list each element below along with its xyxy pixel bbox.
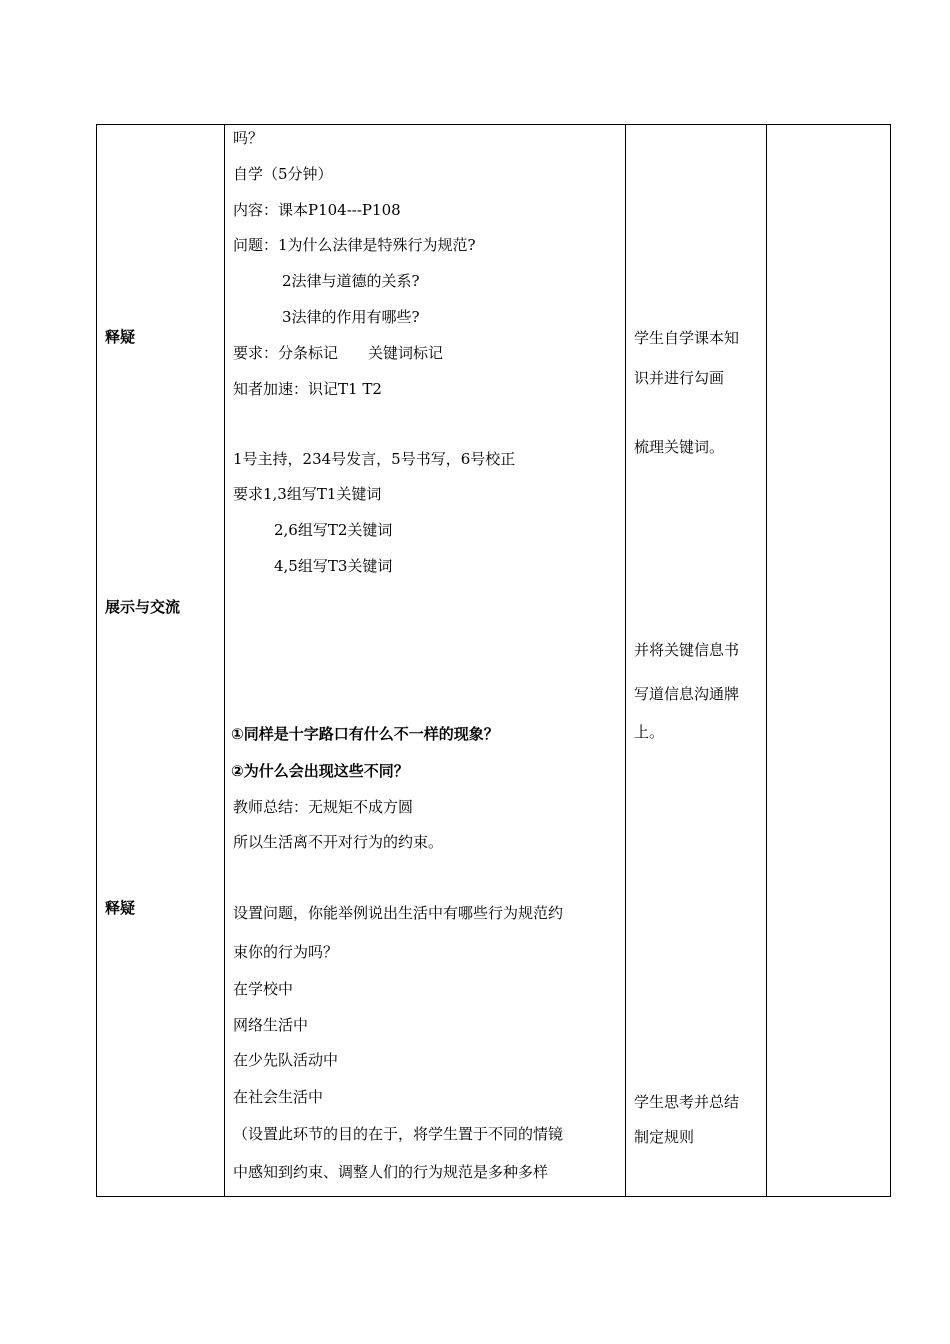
content-line: 4,5组写T3关键词 <box>274 557 393 575</box>
content-line: 设置问题，你能举例说出生活中有哪些行为规范约 <box>233 904 564 922</box>
content-line: 2,6组写T2关键词 <box>274 521 393 539</box>
stage-label-shiyi-2: 释疑 <box>105 899 136 917</box>
student-activity-line: 梳理关键词。 <box>634 438 725 456</box>
content-line: 内容：课本P104---P108 <box>233 201 401 219</box>
student-activity-line: 制定规则 <box>634 1128 695 1146</box>
content-line: 在学校中 <box>233 980 294 998</box>
content-line: 3法律的作用有哪些? <box>282 308 420 326</box>
content-line: 中感知到约束、调整人们的行为规范是多种多样 <box>233 1163 549 1181</box>
student-activity-line: 上。 <box>634 723 665 741</box>
content-line: 网络生活中 <box>233 1016 309 1034</box>
content-line: 问题：1为什么法律是特殊行为规范? <box>233 236 476 254</box>
content-line: （设置此环节的目的在于，将学生置于不同的情镜 <box>233 1125 564 1143</box>
content-line: 教师总结：无规矩不成方圆 <box>233 798 414 816</box>
content-line: 所以生活离不开对行为的约束。 <box>233 833 444 851</box>
content-line: 知者加速：识记T1 T2 <box>233 380 382 398</box>
column-divider <box>625 125 626 1196</box>
stage-label-zhanshi: 展示与交流 <box>105 598 181 616</box>
column-divider <box>766 125 767 1196</box>
content-line: 在社会生活中 <box>233 1088 324 1106</box>
student-activity-line: 学生自学课本知 <box>634 329 740 347</box>
question-line: ②为什么会出现这些不同？ <box>231 762 409 780</box>
content-line: 要求1,3组写T1关键词 <box>233 485 382 503</box>
content-line: 束你的行为吗？ <box>233 943 339 961</box>
content-line: 吗？ <box>233 129 264 147</box>
column-divider <box>224 125 225 1196</box>
question-line: ①同样是十字路口有什么不一样的现象？ <box>231 725 499 743</box>
student-activity-line: 写道信息沟通牌 <box>634 685 740 703</box>
stage-label-shiyi: 释疑 <box>105 328 136 346</box>
content-line: 1号主持，234号发言，5号书写，6号校正 <box>233 450 516 468</box>
content-line: 在少先队活动中 <box>233 1051 339 1069</box>
content-line: 要求：分条标记 关键词标记 <box>233 344 444 362</box>
content-line: 2法律与道德的关系? <box>282 272 420 290</box>
student-activity-line: 学生思考并总结 <box>634 1093 740 1111</box>
content-line: 自学（5分钟） <box>233 165 333 183</box>
student-activity-line: 并将关键信息书 <box>634 641 740 659</box>
student-activity-line: 识并进行勾画 <box>634 369 725 387</box>
lesson-plan-table <box>96 124 891 1197</box>
